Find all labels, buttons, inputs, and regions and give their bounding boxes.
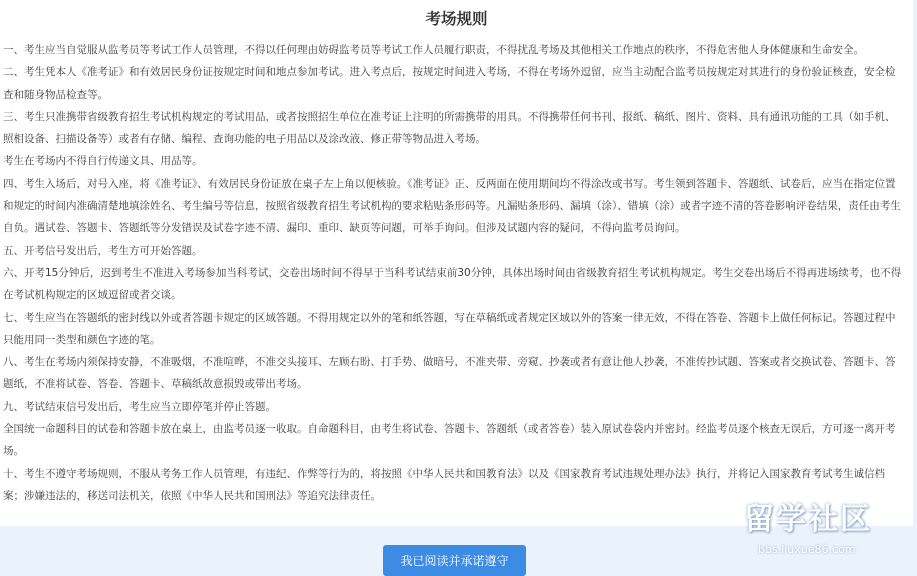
rule-item-2: 二、考生凭本人《准考证》和有效居民身份证按规定时间和地点参加考试。进入考点后，按规定时间进入考场，不得在考场外逗留，应当主动配合监考员按规定对其进行的身份验证核查，安全检查和随身物品检查等。 <box>3 66 896 101</box>
rule-item-3: 三、考生只准携带省级教育招生考试机构规定的考试用品，或者按照招生单位在准考证上注明的所需携带的用具。不得携带任何书刊、报纸、稿纸、图片、资料、具有通讯功能的工具（如手机、照相设备、扫描设备等）或者有存储、编程、查询功能的电子用品以及涂改液、修正带等物品进入考场。 <box>3 110 896 146</box>
watermark-url: bbs.liuxue86.com <box>758 543 856 556</box>
rule-item-4: 四、考生入场后，对号入座，将《准考证》、有效居民身份证放在桌子左上角以便核验。《准考证》正、反两面在使用期间均不得涂改或书写。考生领到答题卡、答题纸、试卷后，应当在指定位置和规定的时间内准确清楚地填涂姓名、考生编号等信息，按照省级教育招生考试机构的要求粘贴条形码等。凡漏贴条形码、漏填（涂）、错填（涂）或者字迹不清的答卷影响评卷结果，责任由考生自负。遇试卷、答题卡、答题纸等分发错误及试卷字迹不清、漏印、重印、缺页等问题，可举手询问。但涉及试题内容的疑问，不得向监考员询问。 <box>3 177 901 235</box>
rule-item-1: 一、考生应当自觉服从监考员等考试工作人员管理，不得以任何理由妨碍监考员等考试工作人员履行职责，不得扰乱考场及其他相关工作地点的秩序，不得危害他人身体健康和生命安全。 <box>3 44 864 56</box>
accept-rules-button[interactable]: 我已阅读并承诺遵守 <box>383 545 526 576</box>
rule-item-5: 五、开考信号发出后，考生方可开始答题。 <box>3 244 203 257</box>
rules-list <box>3 39 905 507</box>
rule-item-7: 七、考生应当在答题纸的密封线以外或者答题卡规定的区域答题。不得用规定以外的笔和纸答题，写在草稿纸或者规定区域以外的答案一律无效，不得在答卷、答题卡上做任何标记。答题过程中只能用同一类型和颜色字迹的笔。 <box>3 311 896 346</box>
rule-item-10: 十、考生不遵守考场规则，不服从考务工作人员管理，有违纪、作弊等行为的，将按照《中华人民共和国教育法》以及《国家教育考试违规处理办法》执行，并将记入国家教育考试考生诚信档案；涉嫌违法的，移送司法机关，依照《中华人民共和国刑法》等追究法律责任。 <box>3 467 885 502</box>
rule-item-9: 九、考试结束信号发出后，考生应当立即停笔并停止答题。 <box>3 400 276 413</box>
rule-item-8: 八、考生在考场内须保持安静，不准吸烟，不准喧哗，不准交头接耳、左顾右盼、打手势、做暗号，不准夹带、旁窥、抄袭或者有意让他人抄袭，不准传抄试题、答案或者交换试卷、答题卡、答题纸，不准将试卷、答卷、答题卡、草稿纸故意损毁或带出考场。 <box>3 356 896 391</box>
rule-item-6: 六、开考15分钟后，迟到考生不准进入考场参加当科考试，交卷出场时间不得早于当科考试结束前30分钟，具体出场时间由省级教育招生考试机构规定。考生交卷出场后不得再进场续考，也不得在考试机构规定的区域逗留或者交谈。 <box>3 266 902 302</box>
site-watermark <box>744 503 916 573</box>
rule-item-9-note: 全国统一命题科目的试卷和答题卡放在桌上，由监考员逐一收取。自命题科目，由考生将试卷、答题卡、答题纸（或者答卷）装入原试卷袋内并密封。经监考员逐个核查无误后，方可逐一离开考场。 <box>3 423 896 458</box>
rule-item-3-note: 考生在考场内不得自行传递文具、用品等。 <box>3 155 203 168</box>
page-title: 考场规则 <box>425 10 488 28</box>
watermark-logo: 留学社区 <box>744 502 872 537</box>
